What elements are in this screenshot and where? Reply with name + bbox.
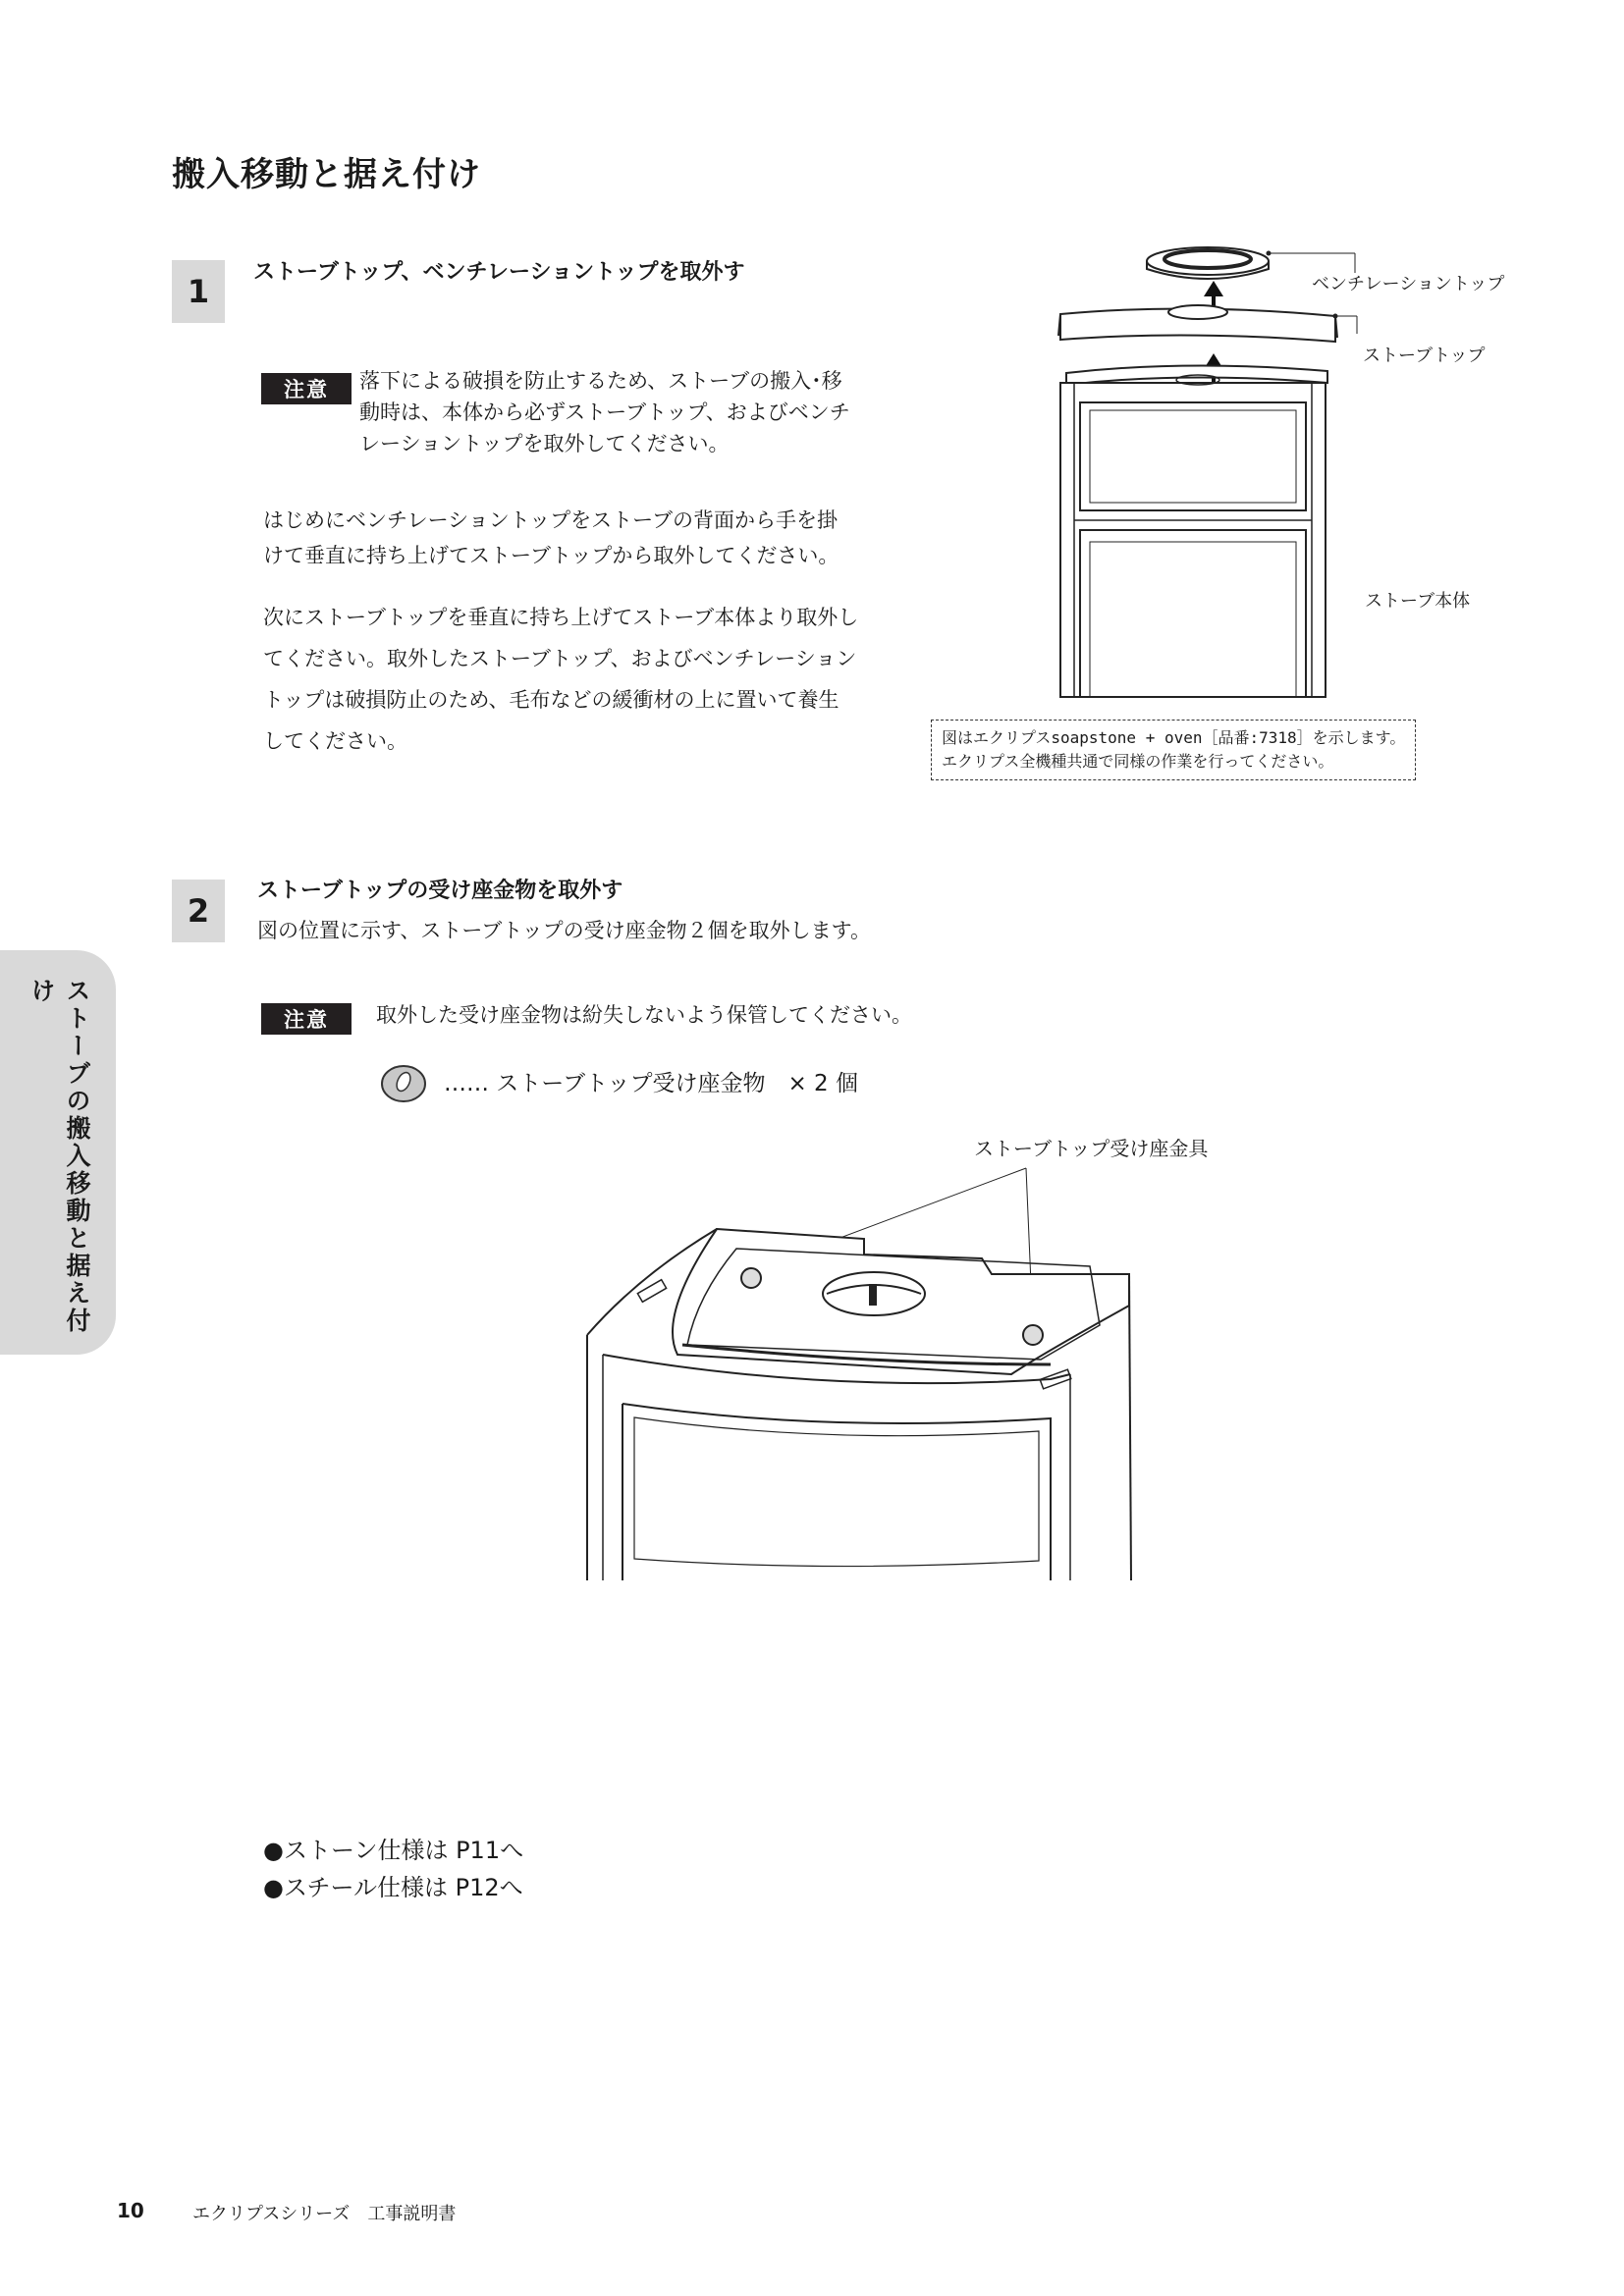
paragraph-line: トップは破損防止のため、毛布などの緩衝材の上に置いて養生 [263,688,839,712]
side-tab-label: ストーブの搬入移動と据え付け [27,978,91,1335]
paragraph-line: けて垂直に持ち上げてストーブトップから取外してください。 [263,544,839,567]
step-1-paragraph-2 [263,597,858,762]
part-quantity-text: …… ストーブトップ受け座金物 × 2 個 [444,1071,858,1096]
paragraph-line: してください。 [263,729,407,753]
diagram-label: ストーブトップ受け座金具 [974,1137,1209,1160]
step-1-caution-text [359,365,850,459]
step-2-caution-text: 取外した受け座金物は紛失しないよう保管してください。 [376,1003,912,1027]
ventilation-top-label: ベンチレーショントップ [1312,274,1505,294]
steel-spec-link[interactable]: ●スチール仕様は P12へ [263,1874,523,1901]
page-number: 10 [117,2199,144,2222]
stove-top-hardware-illustration [579,1168,1149,1590]
caution-line: レーショントップを取外してください。 [359,432,730,455]
stove-body-label: ストーブ本体 [1365,591,1471,612]
note-line: エクリプス全機種共通で同様の作業を行ってください。 [942,752,1334,771]
paragraph-line: てください。取外したストーブトップ、およびベンチレーション [263,647,857,670]
page-title: 搬入移動と据え付け [172,155,481,194]
footer-title: エクリプスシリーズ 工事説明書 [192,2204,457,2224]
illustration-note [931,720,1416,780]
paragraph-line: はじめにベンチレーショントップをストーブの背面から手を掛 [263,508,839,532]
caution-line: 動時は、本体から必ずストーブトップ、およびベンチ [359,400,850,424]
side-tab [0,950,116,1355]
step-2-caution-badge: 注意 [261,1003,352,1035]
stove-top-label: ストーブトップ [1363,346,1486,366]
paragraph-line: 次にストーブトップを垂直に持ち上げてストーブ本体より取外し [263,606,859,629]
stove-exploded-illustration [1041,236,1453,697]
note-line: 図はエクリプスsoapstone + oven［品番:7318］を示します。 [942,728,1406,747]
washer-icon [378,1060,429,1105]
step-1-caution-badge: 注意 [261,373,352,404]
step-1-paragraph-1 [263,503,839,573]
step-1-title: ストーブトップ、ベンチレーショントップを取外す [253,260,745,285]
step-1-number: 1 [172,260,225,323]
step-2-description: 図の位置に示す、ストーブトップの受け座金物２個を取外します。 [257,919,871,942]
step-2-number: 2 [172,880,225,942]
stone-spec-link[interactable]: ●ストーン仕様は P11へ [263,1837,524,1864]
step-2-title: ストーブトップの受け座金物を取外す [257,879,623,903]
caution-line: 落下による破損を防止するため、ストーブの搬入･移 [359,369,842,393]
